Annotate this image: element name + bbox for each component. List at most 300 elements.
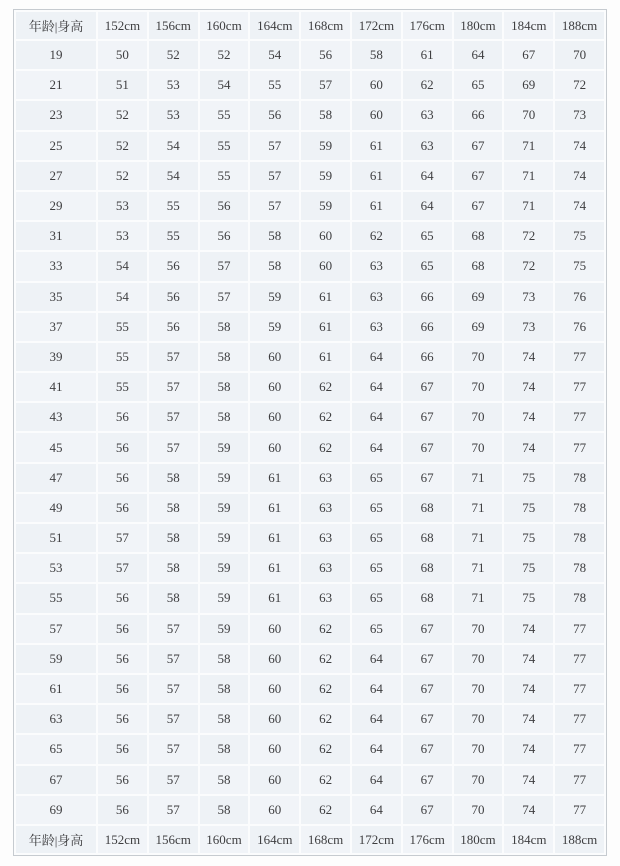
weight-value-cell: 58 — [200, 403, 249, 431]
weight-value-cell: 59 — [301, 162, 350, 190]
weight-value-cell: 63 — [301, 584, 350, 612]
weight-value-cell: 60 — [250, 675, 299, 703]
weight-value-cell: 77 — [555, 433, 604, 461]
footer-row — [16, 826, 604, 853]
weight-value-cell: 56 — [149, 313, 198, 341]
weight-value-cell: 64 — [403, 192, 452, 220]
weight-value-cell: 63 — [301, 464, 350, 492]
table-row — [16, 313, 604, 341]
weight-value-cell: 54 — [98, 283, 147, 311]
weight-value-cell: 77 — [555, 705, 604, 733]
weight-value-cell: 75 — [504, 494, 553, 522]
weight-value-cell: 77 — [555, 796, 604, 824]
age-row-header: 45 — [16, 433, 96, 461]
weight-value-cell: 70 — [454, 796, 503, 824]
age-row-header: 49 — [16, 494, 96, 522]
weight-value-cell: 60 — [250, 433, 299, 461]
age-row-header: 23 — [16, 101, 96, 129]
height-column-header: 180cm — [454, 12, 503, 39]
weight-value-cell: 61 — [403, 41, 452, 69]
weight-value-cell: 76 — [555, 313, 604, 341]
weight-value-cell: 73 — [504, 313, 553, 341]
table-row — [16, 403, 604, 431]
height-column-header: 168cm — [301, 826, 350, 853]
weight-value-cell: 60 — [250, 796, 299, 824]
weight-value-cell: 63 — [301, 494, 350, 522]
weight-value-cell: 64 — [352, 343, 401, 371]
age-row-header: 39 — [16, 343, 96, 371]
weight-value-cell: 55 — [98, 373, 147, 401]
weight-value-cell: 71 — [454, 554, 503, 582]
weight-value-cell: 56 — [98, 705, 147, 733]
weight-value-cell: 74 — [504, 675, 553, 703]
weight-value-cell: 63 — [403, 132, 452, 160]
height-column-header: 152cm — [98, 826, 147, 853]
weight-value-cell: 62 — [301, 796, 350, 824]
weight-value-cell: 54 — [98, 252, 147, 280]
weight-value-cell: 54 — [250, 41, 299, 69]
weight-value-cell: 57 — [200, 283, 249, 311]
table-row — [16, 252, 604, 280]
table-row — [16, 222, 604, 250]
weight-value-cell: 71 — [454, 494, 503, 522]
weight-value-cell: 70 — [555, 41, 604, 69]
weight-value-cell: 78 — [555, 524, 604, 552]
weight-value-cell: 58 — [200, 343, 249, 371]
weight-value-cell: 60 — [250, 343, 299, 371]
weight-value-cell: 57 — [149, 403, 198, 431]
weight-value-cell: 65 — [403, 252, 452, 280]
weight-value-cell: 52 — [98, 162, 147, 190]
weight-value-cell: 52 — [200, 41, 249, 69]
weight-value-cell: 73 — [555, 101, 604, 129]
weight-value-cell: 64 — [352, 433, 401, 461]
age-row-header: 53 — [16, 554, 96, 582]
weight-value-cell: 62 — [301, 403, 350, 431]
weight-value-cell: 60 — [301, 252, 350, 280]
weight-value-cell: 70 — [454, 433, 503, 461]
weight-value-cell: 78 — [555, 584, 604, 612]
age-row-header: 59 — [16, 645, 96, 673]
weight-value-cell: 61 — [301, 283, 350, 311]
weight-value-cell: 56 — [250, 101, 299, 129]
weight-value-cell: 63 — [301, 524, 350, 552]
weight-value-cell: 72 — [555, 71, 604, 99]
age-row-header: 35 — [16, 283, 96, 311]
weight-value-cell: 78 — [555, 554, 604, 582]
weight-value-cell: 58 — [200, 766, 249, 794]
table-row — [16, 132, 604, 160]
table-row — [16, 343, 604, 371]
weight-value-cell: 63 — [352, 313, 401, 341]
weight-value-cell: 65 — [454, 71, 503, 99]
weight-value-cell: 77 — [555, 373, 604, 401]
weight-value-cell: 62 — [301, 433, 350, 461]
corner-header-cell: 年龄|身高 — [16, 12, 96, 39]
weight-value-cell: 70 — [454, 766, 503, 794]
weight-value-cell: 57 — [149, 373, 198, 401]
table-row — [16, 766, 604, 794]
weight-value-cell: 68 — [403, 584, 452, 612]
table-row — [16, 433, 604, 461]
weight-value-cell: 71 — [504, 192, 553, 220]
weight-value-cell: 70 — [454, 645, 503, 673]
weight-value-cell: 61 — [352, 132, 401, 160]
weight-value-cell: 74 — [504, 735, 553, 763]
age-row-header: 63 — [16, 705, 96, 733]
weight-value-cell: 53 — [98, 192, 147, 220]
weight-value-cell: 59 — [301, 132, 350, 160]
corner-header-cell: 年龄|身高 — [16, 826, 96, 853]
weight-value-cell: 71 — [454, 464, 503, 492]
weight-value-cell: 51 — [98, 71, 147, 99]
age-row-header: 33 — [16, 252, 96, 280]
weight-value-cell: 68 — [403, 494, 452, 522]
weight-value-cell: 58 — [301, 101, 350, 129]
weight-value-cell: 77 — [555, 766, 604, 794]
weight-value-cell: 59 — [200, 494, 249, 522]
weight-value-cell: 59 — [200, 554, 249, 582]
age-row-header: 51 — [16, 524, 96, 552]
weight-value-cell: 59 — [250, 313, 299, 341]
table-row — [16, 645, 604, 673]
weight-value-cell: 54 — [200, 71, 249, 99]
table-row — [16, 735, 604, 763]
age-row-header: 25 — [16, 132, 96, 160]
weight-value-cell: 68 — [454, 222, 503, 250]
weight-value-cell: 77 — [555, 403, 604, 431]
weight-value-cell: 69 — [454, 313, 503, 341]
weight-value-cell: 68 — [454, 252, 503, 280]
weight-value-cell: 76 — [555, 283, 604, 311]
weight-value-cell: 61 — [301, 343, 350, 371]
weight-value-cell: 59 — [200, 524, 249, 552]
table-body — [16, 41, 604, 824]
weight-value-cell: 69 — [454, 283, 503, 311]
weight-value-cell: 57 — [301, 71, 350, 99]
weight-value-cell: 70 — [454, 705, 503, 733]
table-row — [16, 705, 604, 733]
table-row — [16, 796, 604, 824]
weight-value-cell: 56 — [200, 192, 249, 220]
weight-value-cell: 67 — [403, 735, 452, 763]
weight-value-cell: 62 — [301, 675, 350, 703]
weight-value-cell: 67 — [403, 675, 452, 703]
weight-value-cell: 78 — [555, 464, 604, 492]
age-height-weight-table — [13, 9, 607, 856]
weight-value-cell: 65 — [352, 554, 401, 582]
age-row-header: 21 — [16, 71, 96, 99]
weight-value-cell: 71 — [504, 132, 553, 160]
weight-value-cell: 67 — [454, 132, 503, 160]
weight-value-cell: 74 — [504, 373, 553, 401]
weight-value-cell: 70 — [504, 101, 553, 129]
age-row-header: 61 — [16, 675, 96, 703]
weight-value-cell: 58 — [200, 373, 249, 401]
age-row-header: 55 — [16, 584, 96, 612]
weight-value-cell: 58 — [200, 796, 249, 824]
weight-value-cell: 61 — [352, 192, 401, 220]
weight-value-cell: 68 — [403, 554, 452, 582]
weight-value-cell: 50 — [98, 41, 147, 69]
weight-value-cell: 77 — [555, 343, 604, 371]
weight-value-cell: 57 — [149, 705, 198, 733]
height-column-header: 160cm — [200, 12, 249, 39]
weight-value-cell: 58 — [352, 41, 401, 69]
weight-value-cell: 74 — [504, 433, 553, 461]
weight-value-cell: 60 — [250, 735, 299, 763]
height-column-header: 172cm — [352, 12, 401, 39]
weight-value-cell: 65 — [403, 222, 452, 250]
weight-value-cell: 57 — [149, 615, 198, 643]
weight-value-cell: 64 — [352, 796, 401, 824]
weight-value-cell: 75 — [504, 584, 553, 612]
table-row — [16, 464, 604, 492]
weight-value-cell: 74 — [504, 403, 553, 431]
weight-value-cell: 64 — [403, 162, 452, 190]
weight-value-cell: 55 — [149, 192, 198, 220]
weight-value-cell: 67 — [504, 41, 553, 69]
weight-value-cell: 52 — [98, 101, 147, 129]
weight-value-cell: 65 — [352, 464, 401, 492]
weight-value-cell: 57 — [149, 645, 198, 673]
header-row — [16, 12, 604, 39]
weight-value-cell: 61 — [250, 554, 299, 582]
weight-value-cell: 70 — [454, 615, 503, 643]
weight-value-cell: 74 — [555, 162, 604, 190]
weight-value-cell: 67 — [403, 645, 452, 673]
weight-value-cell: 64 — [454, 41, 503, 69]
weight-value-cell: 60 — [250, 766, 299, 794]
weight-value-cell: 60 — [301, 222, 350, 250]
age-row-header: 65 — [16, 735, 96, 763]
weight-value-cell: 56 — [98, 403, 147, 431]
height-column-header: 164cm — [250, 12, 299, 39]
weight-value-cell: 61 — [352, 162, 401, 190]
table-row — [16, 162, 604, 190]
weight-value-cell: 60 — [250, 373, 299, 401]
weight-value-cell: 63 — [352, 252, 401, 280]
weight-value-cell: 60 — [352, 71, 401, 99]
weight-value-cell: 61 — [250, 464, 299, 492]
weight-value-cell: 69 — [504, 71, 553, 99]
weight-value-cell: 74 — [504, 615, 553, 643]
weight-value-cell: 62 — [352, 222, 401, 250]
weight-value-cell: 66 — [403, 313, 452, 341]
weight-value-cell: 74 — [504, 645, 553, 673]
weight-value-cell: 67 — [403, 373, 452, 401]
weight-value-cell: 57 — [250, 192, 299, 220]
table-row — [16, 524, 604, 552]
weight-value-cell: 52 — [98, 132, 147, 160]
weight-value-cell: 70 — [454, 343, 503, 371]
weight-value-cell: 61 — [250, 524, 299, 552]
weight-value-cell: 67 — [403, 433, 452, 461]
age-row-header: 37 — [16, 313, 96, 341]
weight-value-cell: 59 — [250, 283, 299, 311]
table-row — [16, 283, 604, 311]
weight-value-cell: 57 — [149, 433, 198, 461]
weight-value-cell: 74 — [555, 132, 604, 160]
weight-value-cell: 56 — [98, 766, 147, 794]
weight-value-cell: 63 — [352, 283, 401, 311]
weight-value-cell: 56 — [149, 283, 198, 311]
weight-value-cell: 75 — [555, 222, 604, 250]
weight-value-cell: 70 — [454, 735, 503, 763]
weight-value-cell: 55 — [149, 222, 198, 250]
weight-value-cell: 56 — [98, 675, 147, 703]
weight-value-cell: 63 — [301, 554, 350, 582]
age-row-header: 41 — [16, 373, 96, 401]
height-column-header: 152cm — [98, 12, 147, 39]
weight-value-cell: 57 — [250, 132, 299, 160]
table-row — [16, 554, 604, 582]
weight-value-cell: 59 — [200, 584, 249, 612]
weight-value-cell: 58 — [200, 735, 249, 763]
weight-value-cell: 74 — [504, 705, 553, 733]
table-footer — [16, 826, 604, 853]
weight-value-cell: 57 — [98, 524, 147, 552]
weight-value-cell: 55 — [200, 162, 249, 190]
weight-value-cell: 67 — [403, 403, 452, 431]
weight-value-cell: 57 — [250, 162, 299, 190]
weight-value-cell: 56 — [98, 645, 147, 673]
weight-value-cell: 57 — [98, 554, 147, 582]
weight-value-cell: 58 — [149, 584, 198, 612]
weight-value-cell: 67 — [403, 464, 452, 492]
weight-value-cell: 55 — [98, 343, 147, 371]
weight-value-cell: 57 — [149, 766, 198, 794]
weight-value-cell: 59 — [200, 433, 249, 461]
weight-value-cell: 64 — [352, 735, 401, 763]
weight-value-cell: 60 — [250, 705, 299, 733]
age-row-header: 31 — [16, 222, 96, 250]
weight-value-cell: 56 — [98, 735, 147, 763]
weight-value-cell: 72 — [504, 252, 553, 280]
weight-value-cell: 70 — [454, 675, 503, 703]
weight-value-cell: 60 — [250, 615, 299, 643]
weight-value-cell: 66 — [454, 101, 503, 129]
age-row-header: 29 — [16, 192, 96, 220]
weight-value-cell: 53 — [149, 71, 198, 99]
weight-value-cell: 56 — [98, 796, 147, 824]
weight-value-cell: 61 — [301, 313, 350, 341]
weight-value-cell: 71 — [504, 162, 553, 190]
weight-value-cell: 77 — [555, 675, 604, 703]
table-row — [16, 71, 604, 99]
weight-value-cell: 75 — [504, 554, 553, 582]
weight-value-cell: 62 — [301, 645, 350, 673]
weight-value-cell: 58 — [200, 313, 249, 341]
weight-value-cell: 57 — [149, 343, 198, 371]
weight-value-cell: 58 — [149, 494, 198, 522]
weight-value-cell: 63 — [403, 101, 452, 129]
weight-value-cell: 55 — [98, 313, 147, 341]
weight-value-cell: 54 — [149, 162, 198, 190]
weight-value-cell: 74 — [504, 796, 553, 824]
weight-value-cell: 58 — [149, 524, 198, 552]
weight-value-cell: 56 — [98, 433, 147, 461]
height-column-header: 180cm — [454, 826, 503, 853]
age-row-header: 19 — [16, 41, 96, 69]
weight-value-cell: 70 — [454, 373, 503, 401]
weight-value-cell: 74 — [504, 343, 553, 371]
weight-value-cell: 77 — [555, 615, 604, 643]
weight-value-cell: 74 — [555, 192, 604, 220]
weight-value-cell: 56 — [98, 464, 147, 492]
weight-value-cell: 55 — [250, 71, 299, 99]
weight-value-cell: 56 — [200, 222, 249, 250]
weight-value-cell: 67 — [454, 162, 503, 190]
weight-value-cell: 62 — [301, 373, 350, 401]
weight-value-cell: 58 — [250, 252, 299, 280]
weight-value-cell: 73 — [504, 283, 553, 311]
weight-value-cell: 60 — [352, 101, 401, 129]
weight-value-cell: 62 — [301, 615, 350, 643]
table-row — [16, 615, 604, 643]
weight-value-cell: 60 — [250, 403, 299, 431]
weight-value-cell: 67 — [403, 796, 452, 824]
age-row-header: 69 — [16, 796, 96, 824]
weight-value-cell: 65 — [352, 584, 401, 612]
weight-value-cell: 75 — [555, 252, 604, 280]
table-row — [16, 101, 604, 129]
weight-value-cell: 64 — [352, 766, 401, 794]
weight-value-cell: 58 — [250, 222, 299, 250]
weight-value-cell: 57 — [149, 735, 198, 763]
weight-value-cell: 78 — [555, 494, 604, 522]
weight-value-cell: 56 — [98, 615, 147, 643]
weight-value-cell: 62 — [403, 71, 452, 99]
weight-value-cell: 59 — [200, 464, 249, 492]
height-column-header: 160cm — [200, 826, 249, 853]
age-row-header: 67 — [16, 766, 96, 794]
weight-value-cell: 67 — [403, 615, 452, 643]
weight-value-cell: 58 — [200, 645, 249, 673]
height-column-header: 156cm — [149, 12, 198, 39]
height-column-header: 168cm — [301, 12, 350, 39]
height-column-header: 176cm — [403, 12, 452, 39]
weight-value-cell: 75 — [504, 524, 553, 552]
weight-value-cell: 77 — [555, 735, 604, 763]
weight-value-cell: 66 — [403, 343, 452, 371]
weight-value-cell: 61 — [250, 584, 299, 612]
weight-value-cell: 52 — [149, 41, 198, 69]
height-column-header: 172cm — [352, 826, 401, 853]
weight-value-cell: 58 — [200, 675, 249, 703]
weight-value-cell: 58 — [200, 705, 249, 733]
weight-value-cell: 65 — [352, 615, 401, 643]
weight-value-cell: 75 — [504, 464, 553, 492]
weight-value-cell: 56 — [98, 494, 147, 522]
weight-value-cell: 67 — [454, 192, 503, 220]
weight-value-cell: 56 — [301, 41, 350, 69]
weight-value-cell: 58 — [149, 464, 198, 492]
weight-value-cell: 64 — [352, 373, 401, 401]
age-row-header: 57 — [16, 615, 96, 643]
height-column-header: 184cm — [504, 12, 553, 39]
weight-value-cell: 53 — [98, 222, 147, 250]
age-row-header: 27 — [16, 162, 96, 190]
weight-value-cell: 62 — [301, 705, 350, 733]
height-column-header: 188cm — [555, 826, 604, 853]
table-header — [16, 12, 604, 39]
weight-value-cell: 71 — [454, 524, 503, 552]
weight-value-cell: 67 — [403, 705, 452, 733]
weight-value-cell: 56 — [98, 584, 147, 612]
weight-value-cell: 77 — [555, 645, 604, 673]
weight-value-cell: 62 — [301, 735, 350, 763]
